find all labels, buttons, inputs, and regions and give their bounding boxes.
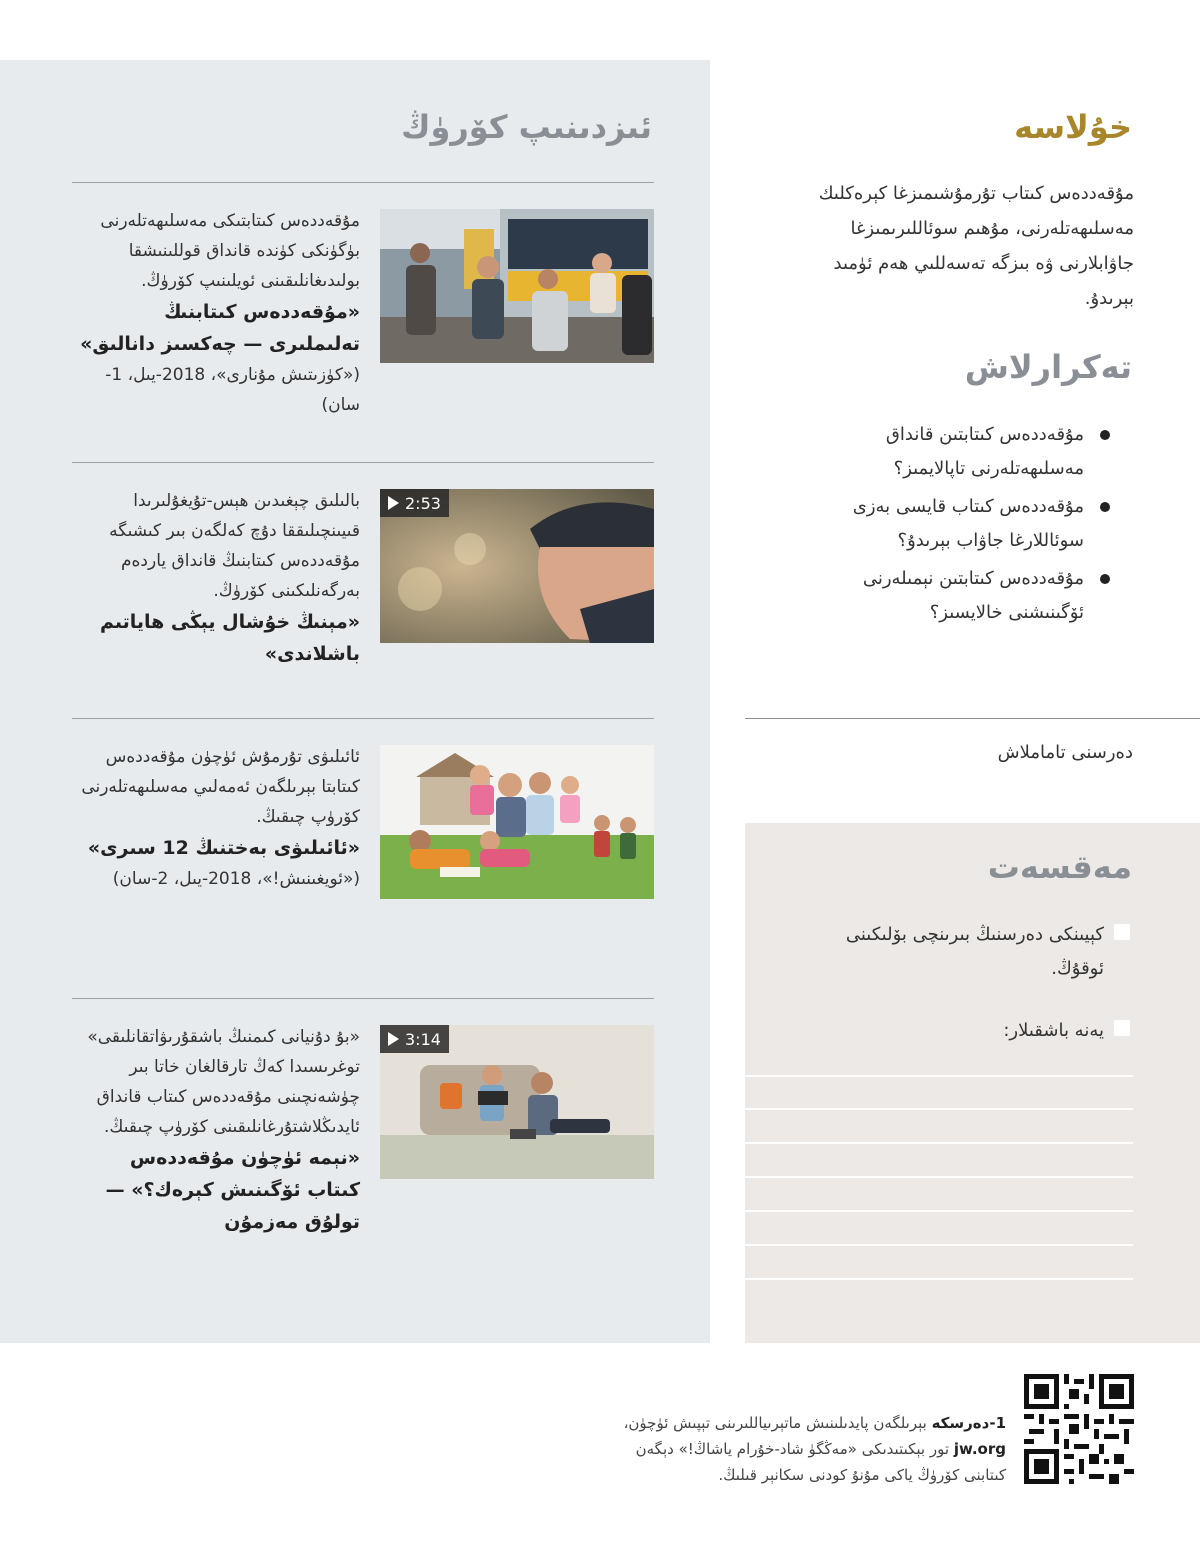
goal-item: يەنە باشقىلار: — [790, 1014, 1132, 1048]
divider — [72, 998, 654, 999]
review-question: مۇقەددەس كىتابتىن نېمىلەرنى ئۆگىنىشنى خالايسىز؟ — [790, 562, 1112, 630]
explore-item-text — [72, 742, 360, 894]
lesson-complete-label[interactable]: دەرسنى تاماملاش — [997, 742, 1133, 763]
review-question: مۇقەددەس كىتاب قايسى بەزى سوئاللارغا جاۋاب بېرىدۇ؟ — [790, 490, 1112, 558]
play-icon — [388, 1032, 399, 1046]
explore-item-text — [72, 206, 360, 420]
explore-item-source: («كۈزىتىش مۇنارى»، 2018-يىل، 1-سان) — [105, 365, 360, 415]
review-list — [790, 418, 1112, 634]
qr-code-icon[interactable] — [1024, 1374, 1134, 1484]
write-line[interactable] — [745, 1108, 1133, 1110]
bullet-icon — [1100, 502, 1110, 512]
summary-heading: خۇلاسە — [1014, 108, 1132, 146]
footer-text-2: تور بېكىتىدىكى «مەڭگۈ شاد-خۇرام ياشاڭ!» دېگەن — [635, 1440, 954, 1458]
video-thumbnail-couple[interactable] — [380, 1025, 654, 1179]
family-photo[interactable] — [380, 745, 654, 899]
goal-panel — [745, 823, 1200, 1343]
explore-item-text — [72, 486, 360, 670]
summary-text: مۇقەددەس كىتاب تۇرمۇشىمىزغا كېرەكلىك مەسلىھەتلەرنى، مۇھىم سوئاللىرىمىزغا جاۋابلارنى ۋە بىزگە تەسەللىي ھەم ئۈمىد بېرىدۇ. — [818, 183, 1134, 309]
train-station-photo[interactable] — [380, 209, 654, 363]
explore-item-link[interactable]: «مېنىڭ خۇشال يېڭى ھاياتىم باشلاندى» — [99, 611, 360, 665]
write-line[interactable] — [745, 1278, 1133, 1280]
explore-item-description: «بۇ دۇنيانى كىمنىڭ باشقۇرىۋاتقانلىقى» توغرىسىدا كەڭ تارقالغان خاتا بىر چۈشەنچىنى مۇقەددەس كىتاب قانداق ئايدىڭلاشتۇرغانلىقىنى كۆرۈپ چىقىڭ. — [87, 1027, 360, 1137]
footer-lesson-label: 1-دەرسكە — [931, 1414, 1006, 1432]
checkbox[interactable] — [1114, 924, 1130, 940]
video-duration-badge — [380, 489, 449, 517]
explore-item-description: مۇقەددەس كىتابتىكى مەسلىھەتلەرنى بۈگۈنكى كۈندە قانداق قوللىنىشقا بولىدىغانلىقىنى ئويلىنىپ كۆرۈڭ. — [100, 211, 360, 291]
write-line[interactable] — [745, 1075, 1133, 1077]
explore-item-link[interactable]: «ئائىلىۋى بەختنىڭ 12 سىرى» — [87, 837, 360, 859]
explore-item-text — [72, 1022, 360, 1238]
explore-item-link[interactable]: «مۇقەددەس كىتابنىڭ تەلىملىرى — چەكسىز دانالىق» — [80, 301, 360, 355]
write-line[interactable] — [745, 1176, 1133, 1178]
bullet-icon — [1100, 574, 1110, 584]
bullet-icon — [1100, 430, 1110, 440]
video-duration-badge — [380, 1025, 449, 1053]
divider — [72, 182, 654, 183]
divider — [72, 718, 654, 719]
footer-note — [560, 1410, 1006, 1488]
video-thumbnail-man[interactable] — [380, 489, 654, 643]
footer-text-1: بېرىلگەن پايدىلىنىش ماتېرىياللىرىنى تېپىش ئۈچۈن، — [623, 1414, 932, 1432]
video-duration: 3:14 — [405, 1029, 441, 1049]
review-question: مۇقەددەس كىتابتىن قانداق مەسلىھەتلەرنى تاپالايمىز؟ — [790, 418, 1112, 486]
write-line[interactable] — [745, 1244, 1133, 1246]
explore-item-source: («ئويغىنىش!»، 2018-يىل، 2-سان) — [112, 869, 360, 889]
goal-heading: مەقسەت — [987, 848, 1132, 886]
video-duration: 2:53 — [405, 493, 441, 513]
goal-item: كېيىنكى دەرسنىڭ بىرىنچى بۆلىكىنى ئوقۇڭ. — [790, 918, 1132, 986]
explore-item-description: ئائىلىۋى تۇرمۇش ئۈچۈن مۇقەددەس كىتابتا بېرىلگەن ئەمەلىي مەسلىھەتلەرنى كۆرۈپ چىقىڭ. — [81, 747, 360, 827]
explore-item-link[interactable]: «نېمە ئۈچۈن مۇقەددەس كىتاب ئۆگىنىش كېرەك؟» — تولۇق مەزمۇن — [105, 1147, 360, 1233]
checkbox[interactable] — [1114, 1020, 1130, 1036]
footer-text-3: كىتابنى كۆرۈڭ ياكى مۇنۇ كودنى سكانېر قىلىڭ. — [718, 1466, 1006, 1484]
play-icon — [388, 496, 399, 510]
explore-heading: ئىزدىنىپ كۆرۈڭ — [401, 108, 652, 146]
explore-item-description: بالىلىق چېغىدىن ھېس-تۇيغۇلىرىدا قىيىنچىلىققا دۇچ كەلگەن بىر كىشىگە مۇقەددەس كىتابنىڭ قانداق ياردەم بەرگەنلىكىنى كۆرۈڭ. — [109, 491, 360, 601]
divider — [745, 718, 1200, 719]
footer-site-link[interactable]: jw.org — [953, 1440, 1006, 1458]
write-line[interactable] — [745, 1210, 1133, 1212]
divider — [72, 462, 654, 463]
write-line[interactable] — [745, 1142, 1133, 1144]
review-heading: تەكرارلاش — [964, 348, 1132, 386]
